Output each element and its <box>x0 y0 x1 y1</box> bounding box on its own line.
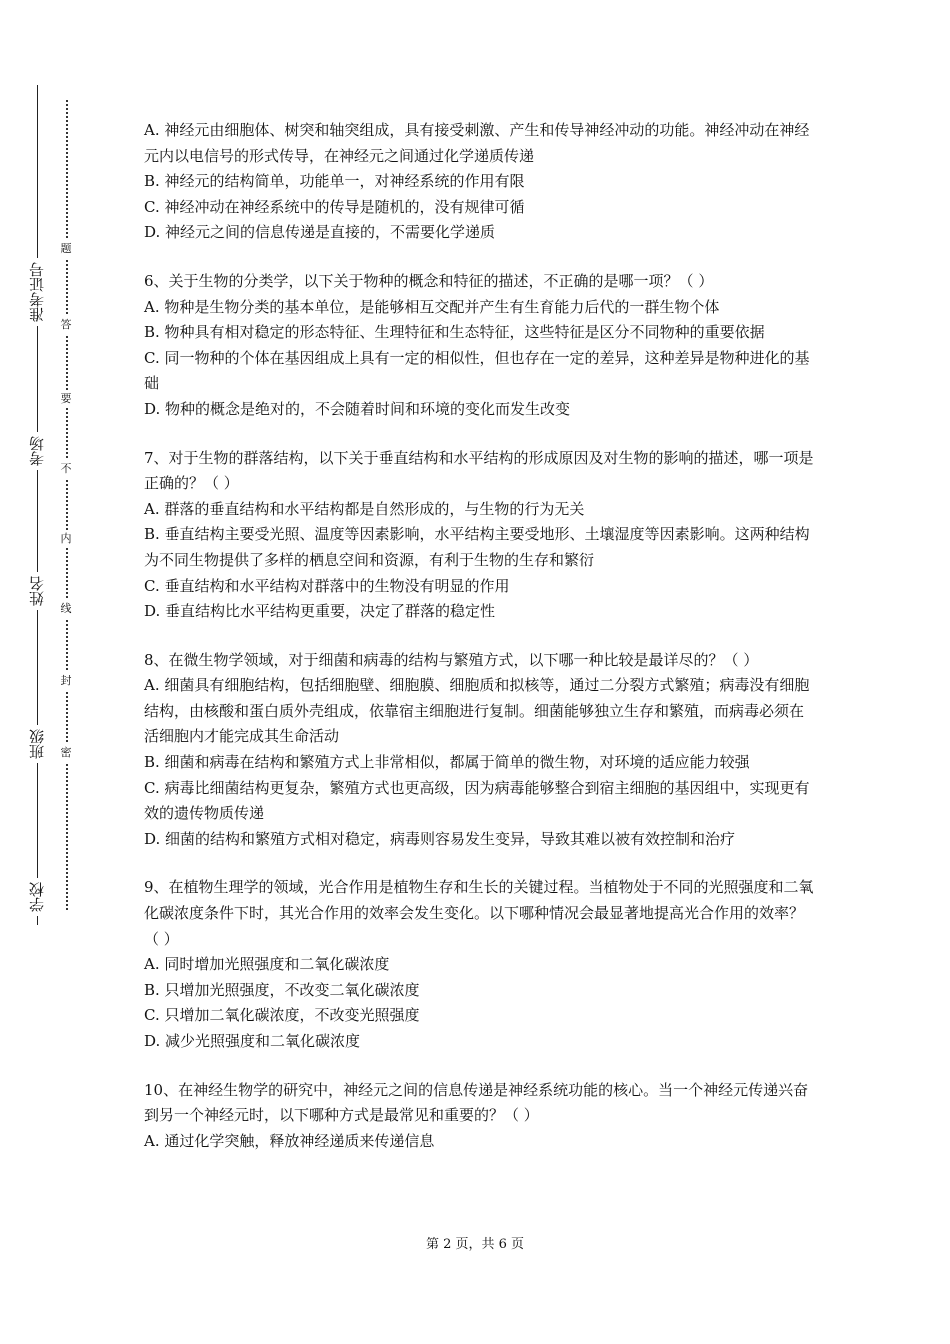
page-footer: 第 2 页，共 6 页 <box>425 1237 525 1252</box>
question-7 <box>144 446 814 625</box>
question-6 <box>144 269 814 423</box>
question-stem: 7、对于生物的群落结构，以下关于垂直结构和水平结构的形成原因及对生物的影响的描述，哪一项是正确的？（ ） <box>144 448 814 493</box>
question-stem: 9、在植物生理学的领域，光合作用是植物生存和生长的关键过程。当植物处于不同的光照强度和二氧化碳浓度条件下时，其光合作用的效率会发生变化。以下哪种情况会最显著地提高光合作用的效率？（ ） <box>144 878 814 948</box>
option: C. 同一物种的个体在基因组成上具有一定的相似性，但也存在一定的差异，这种差异是物种进化的基础 <box>144 348 810 393</box>
seal-char: 封 <box>58 672 74 690</box>
field-exam-number: 准考证号 <box>22 258 52 326</box>
option: B. 细菌和病毒在结构和繁殖方式上非常相似，都属于简单的微生物，对环境的适应能力较强 <box>144 753 750 772</box>
option: C. 只增加二氧化碳浓度，不改变光照强度 <box>144 1006 420 1025</box>
option: B. 神经元的结构简单，功能单一，对神经系统的作用有限 <box>144 172 525 191</box>
question-stem: 6、关于生物的分类学，以下关于物种的概念和特征的描述，不正确的是哪一项？（ ） <box>144 271 714 290</box>
seal-char: 密 <box>58 744 74 762</box>
option: A. 同时增加光照强度和二氧化碳浓度 <box>144 955 390 974</box>
option: B. 物种具有相对稳定的形态特征、生理特征和生态特征，这些特征是区分不同物种的重要依据 <box>144 323 765 342</box>
question-10 <box>144 1078 814 1155</box>
question-9 <box>144 875 814 1054</box>
seal-char: 内 <box>58 530 74 548</box>
question-stem: 8、在微生物学领域，对于细菌和病毒的结构与繁殖方式，以下哪一种比较是最详尽的？（ ） <box>144 650 759 669</box>
question-stem: 10、在神经生物学的研究中，神经元之间的信息传递是神经系统功能的核心。当一个神经元传递兴奋到另一个神经元时，以下哪种方式是最常见和重要的？（ ） <box>144 1080 809 1125</box>
option: C. 垂直结构和水平结构对群落中的生物没有明显的作用 <box>144 576 510 595</box>
option: C. 神经冲动在神经系统中的传导是随机的，没有规律可循 <box>144 197 525 216</box>
option: A. 通过化学突触，释放神经递质来传递信息 <box>144 1131 435 1150</box>
seal-char: 要 <box>58 390 74 408</box>
option: B. 只增加光照强度，不改变二氧化碳浓度 <box>144 980 420 999</box>
field-exam-room: 考场 <box>22 432 52 470</box>
option: D. 细菌的结构和繁殖方式相对稳定，病毒则容易发生变异，导致其难以被有效控制和治疗 <box>144 829 736 848</box>
option: A. 群落的垂直结构和水平结构都是自然形成的，与生物的行为无关 <box>144 499 585 518</box>
option: A. 物种是生物分类的基本单位，是能够相互交配并产生有生育能力后代的一群生物个体 <box>144 297 720 316</box>
field-school: 学校 <box>22 878 52 916</box>
seal-char: 不 <box>58 460 74 478</box>
seal-char: 线 <box>58 600 74 618</box>
seal-char: 答 <box>58 316 74 334</box>
option: C. 病毒比细菌结构更复杂，繁殖方式也更高级，因为病毒能够整合到宿主细胞的基因组中，实现更有效的遗传物质传递 <box>144 778 810 823</box>
option: D. 减少光照强度和二氧化碳浓度 <box>144 1032 361 1050</box>
option: D. 物种的概念是绝对的，不会随着时间和环境的变化而发生改变 <box>144 399 571 418</box>
binding-margin <box>0 0 110 1344</box>
option: A. 细菌具有细胞结构，包括细胞壁、细胞膜、细胞质和拟核等，通过二分裂方式繁殖；病毒没有细胞结构，由核酸和蛋白质外壳组成，依靠宿主细胞进行复制。细菌能够独立生存和繁殖，而病毒必须在活细胞内才能完成其生命活动 <box>144 676 810 746</box>
option: D. 垂直结构比水平结构更重要，决定了群落的稳定性 <box>144 602 496 621</box>
option: B. 垂直结构主要受光照、温度等因素影响，水平结构主要受地形、土壤湿度等因素影响。这两种结构为不同生物提供了多样的栖息空间和资源，有利于生物的生存和繁衍 <box>144 525 810 569</box>
exam-content <box>144 118 814 1177</box>
binding-dotted-line <box>66 100 68 910</box>
field-class: 班级 <box>22 725 52 763</box>
seal-char: 题 <box>58 240 74 258</box>
binding-solid-line <box>37 85 38 925</box>
option: A. 神经元由细胞体、树突和轴突组成，具有接受刺激、产生和传导神经冲动的功能。神经冲动在神经元内以电信号的形式传导，在神经元之间通过化学递质传递 <box>144 121 810 165</box>
field-name: 姓名 <box>22 572 52 610</box>
question-8 <box>144 648 814 853</box>
question-5-tail <box>144 118 814 246</box>
option: D. 神经元之间的信息传递是直接的，不需要化学递质 <box>144 223 496 242</box>
